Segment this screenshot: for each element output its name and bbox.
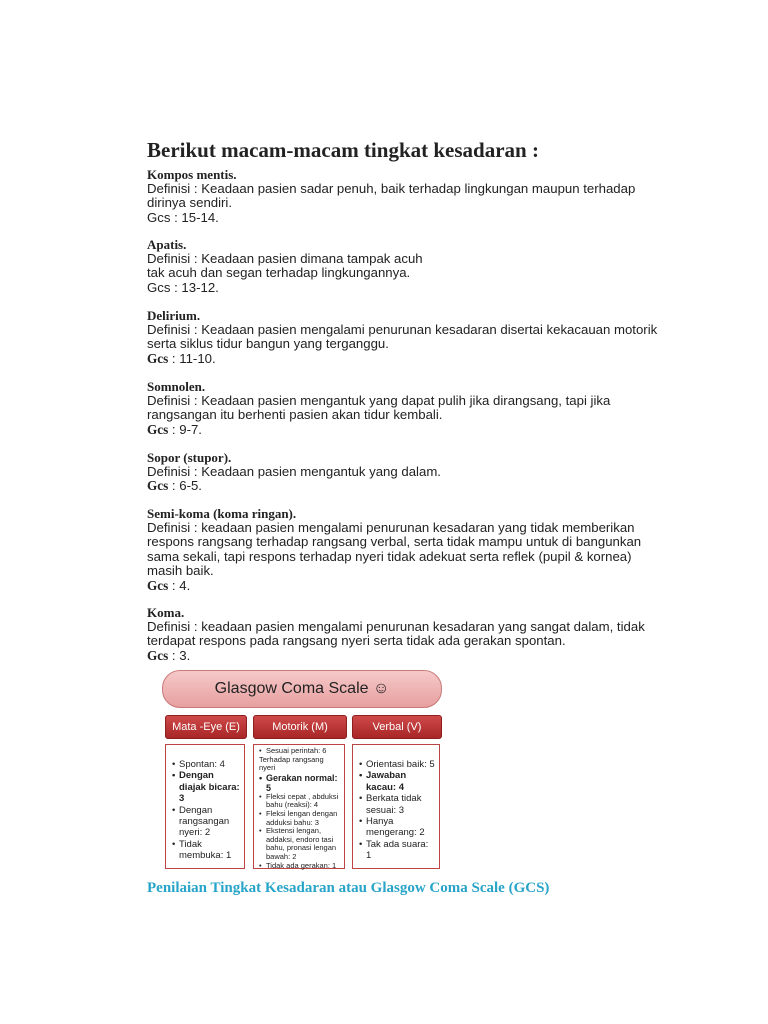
section-koma — [147, 606, 667, 663]
motor-item: • Sesuai perintah: 6 — [259, 747, 341, 756]
section-somnolen — [147, 380, 667, 437]
section-title: Sopor (stupor). — [147, 450, 232, 465]
tab-motor: Motorik (M) — [253, 715, 347, 739]
gcs-label: Gcs — [147, 577, 169, 593]
gcs-label: Gcs — [147, 478, 169, 494]
definition-line: Definisi : Keadaan pasien dimana tampak acuh — [147, 251, 423, 266]
gcs-value: : 3. — [168, 647, 191, 663]
eye-item: • Tidak membuka: 1 — [172, 839, 240, 862]
figure-caption: Penilaian Tingkat Kesadaran atau Glasgow Coma Scale (GCS) — [147, 880, 550, 896]
definition-line: Definisi : keadaan pasien mengalami penurunan kesadaran yang tidak memberikan — [147, 520, 635, 535]
definition-line: terdapat respons pada rangsang nyeri serta tidak ada gerakan spontan. — [147, 633, 566, 649]
section-apatis — [147, 238, 667, 295]
gcs-value: : 9-7. — [168, 421, 202, 437]
section-title: Somnolen. — [147, 379, 206, 394]
verbal-item: • Tak ada suara: 1 — [359, 839, 435, 862]
definition-line: dirinya sendiri. — [147, 195, 233, 211]
gcs-value: : 4. — [168, 577, 191, 593]
definition-line: Definisi : Keadaan pasien sadar penuh, baik terhadap lingkungan maupun terhadap — [147, 181, 636, 196]
section-title: Koma. — [147, 605, 185, 620]
section-title: Delirium. — [147, 308, 201, 323]
motor-item: • Fleksi lengan dengan adduksi bahu: 3 — [259, 810, 341, 827]
eye-score-box — [165, 744, 245, 869]
gcs-label: Gcs — [147, 647, 169, 663]
gcs-value: : 11-10. — [168, 350, 216, 366]
definition-line: sama sekali, tapi respons terhadap nyeri tidak adekuat serta reflek (pupil & kornea) — [147, 548, 632, 564]
gcs-score — [147, 479, 667, 493]
verbal-item: • Orientasi baik: 5 — [359, 759, 435, 770]
motor-score-box — [253, 744, 345, 869]
definition-line: masih baik. — [147, 563, 214, 579]
section-delirium — [147, 309, 667, 366]
glasgow-coma-scale-figure — [162, 670, 446, 873]
gcs-score — [147, 579, 667, 593]
gcs-score — [147, 352, 667, 366]
page-title: Berikut macam-macam tingkat kesadaran : — [147, 138, 539, 162]
motor-subheading: Terhadap rangsang nyeri — [259, 754, 324, 773]
definition-line: Definisi : Keadaan pasien mengalami penurunan kesadaran disertai kekacauan motorik — [147, 322, 658, 337]
gcs-label: Gcs — [147, 350, 169, 366]
definition-line: Definisi : Keadaan pasien mengantuk yang dapat pulih jika dirangsang, tapi jika — [147, 393, 611, 408]
eye-item: • Spontan: 4 — [172, 759, 240, 770]
gcs-score — [147, 649, 667, 663]
gcs-score: Gcs : 13-12. — [147, 279, 219, 295]
motor-item: • Tidak ada gerakan: 1 — [259, 862, 341, 871]
section-semi-koma — [147, 507, 667, 593]
section-title: Kompos mentis. — [147, 167, 237, 182]
section-title: Semi-koma (koma ringan). — [147, 506, 297, 521]
eye-item: • Dengan diajak bicara: 3 — [172, 770, 240, 804]
definition-line: Definisi : Keadaan pasien mengantuk yang dalam. — [147, 464, 441, 479]
tab-verbal: Verbal (V) — [352, 715, 442, 739]
verbal-item: • Berkata tidak sesuai: 3 — [359, 793, 435, 816]
gcs-figure-header — [162, 670, 442, 708]
definition-line: Definisi : keadaan pasien mengalami penurunan kesadaran yang sangat dalam, tidak — [147, 619, 645, 634]
definition-line: serta siklus tidur bangun yang terganggu. — [147, 336, 389, 352]
smiley-icon: ☺ — [372, 680, 390, 697]
motor-item: • Fleksi cepat , abduksi bahu (reaksi): 4 — [259, 793, 341, 810]
tab-eye: Mata -Eye (E) — [165, 715, 247, 739]
definition-line: rangsangan itu berhenti pasien akan tidur kembali. — [147, 407, 443, 423]
eye-item: • Dengan rangsangan nyeri: 2 — [172, 805, 240, 839]
verbal-score-box — [352, 744, 440, 869]
definition-line: tak acuh dan segan terhadap lingkungannya. — [147, 265, 411, 281]
definition-line: respons rangsang terhadap rangsang verbal, serta tidak mampu untuk di bangunkan — [147, 534, 642, 550]
gcs-figure-title: Glasgow Coma Scale — [214, 680, 369, 697]
motor-item: • Gerakan normal: 5 — [259, 773, 341, 793]
verbal-item: • Hanya mengerang: 2 — [359, 816, 435, 839]
section-kompos-mentis — [147, 168, 667, 225]
section-sopor — [147, 451, 667, 494]
gcs-score: Gcs : 15-14. — [147, 209, 219, 225]
motor-item: • Ekstensi lengan, addaksi, endoro tasi bahu, pronasi lengan bawah: 2 — [259, 827, 341, 861]
section-title: Apatis. — [147, 237, 187, 252]
verbal-item: • Jawaban kacau: 4 — [359, 770, 435, 793]
gcs-value: : 6-5. — [168, 478, 202, 494]
gcs-label: Gcs — [147, 421, 169, 437]
gcs-score — [147, 423, 667, 437]
